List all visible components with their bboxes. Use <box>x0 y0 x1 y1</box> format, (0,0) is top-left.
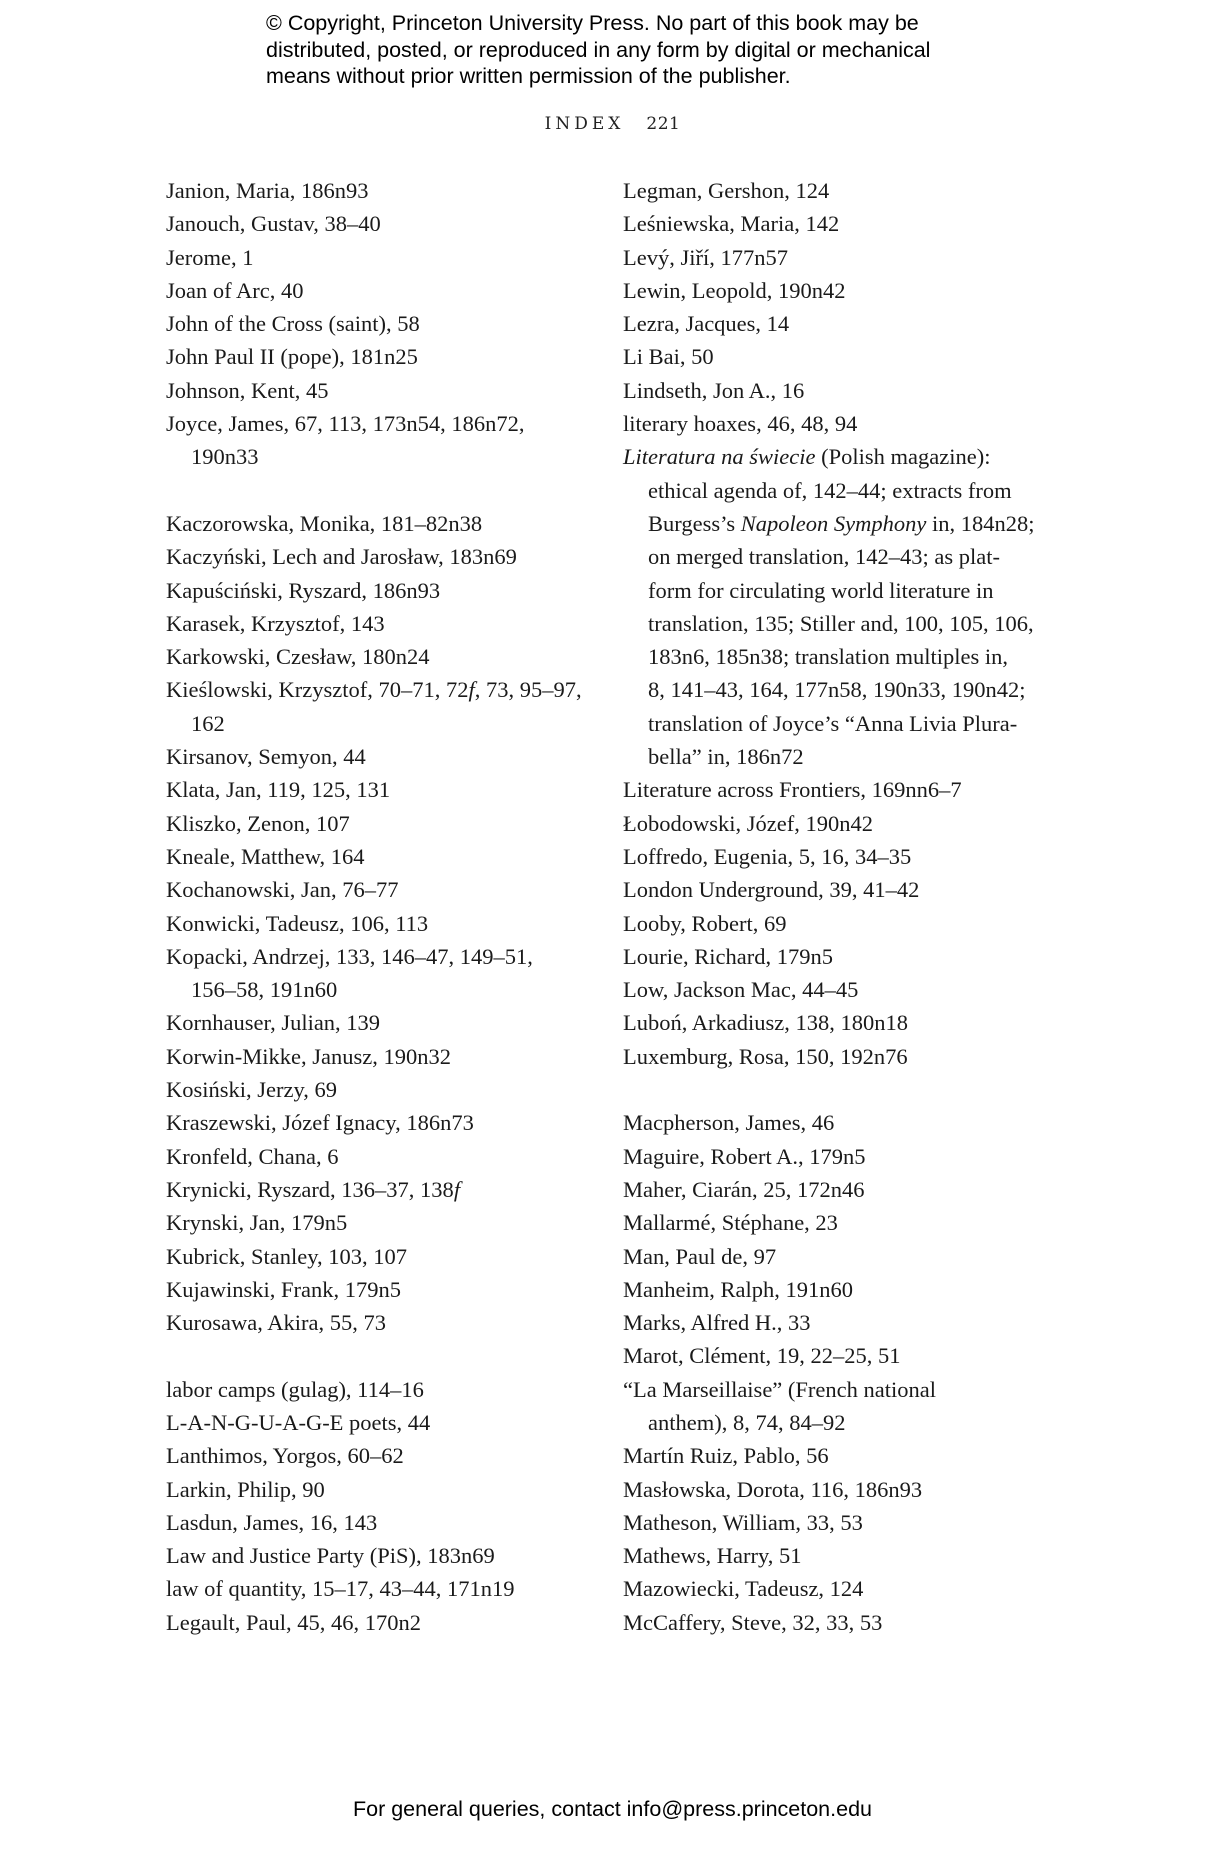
index-entry-line: Karkowski, Czesław, 180n24 <box>166 644 430 670</box>
index-entry-line: Lasdun, James, 16, 143 <box>166 1509 378 1535</box>
index-entry-line: law of quantity, 15–17, 43–44, 171n19 <box>166 1576 515 1602</box>
index-entry <box>166 1572 596 1605</box>
index-entry <box>623 374 1053 407</box>
index-entry-line: Manheim, Ralph, 191n60 <box>623 1276 853 1302</box>
index-entry <box>166 1006 596 1039</box>
index-entry-line: Lewin, Leopold, 190n42 <box>623 277 846 303</box>
index-entry <box>623 207 1053 240</box>
index-entry-line: Luxemburg, Rosa, 150, 192n76 <box>623 1043 908 1069</box>
index-entry <box>623 773 1053 806</box>
index-entry <box>623 340 1053 373</box>
index-entry <box>623 973 1053 1006</box>
index-entry <box>623 1606 1053 1639</box>
index-entry <box>623 1040 1053 1073</box>
index-entry-line: Kornhauser, Julian, 139 <box>166 1010 381 1036</box>
index-entry-line: Maher, Ciarán, 25, 172n46 <box>623 1176 865 1202</box>
index-entry <box>623 1339 1053 1372</box>
index-entry <box>623 1306 1053 1339</box>
index-entry <box>166 607 596 640</box>
index-entry-line: Joan of Arc, 40 <box>166 277 304 303</box>
index-entry-line: Kujawinski, Frank, 179n5 <box>166 1276 401 1302</box>
index-entry <box>166 773 596 806</box>
index-entry-line: Jerome, 1 <box>166 244 254 270</box>
index-entry-line: Kraszewski, Józef Ignacy, 186n73 <box>166 1110 474 1136</box>
index-entry <box>623 1439 1053 1472</box>
index-entry <box>166 374 596 407</box>
letter-group-gap <box>166 474 596 507</box>
index-entry-line: Maguire, Robert A., 179n5 <box>623 1143 866 1169</box>
index-entry <box>623 1473 1053 1506</box>
index-entry <box>166 207 596 240</box>
index-entry <box>166 1606 596 1639</box>
index-entry-line: Literature across Frontiers, 169nn6–7 <box>623 777 962 803</box>
index-entry-line: Kliszko, Zenon, 107 <box>166 810 350 836</box>
index-entry-continuation: 8, 141–43, 164, 177n58, 190n33, 190n42; <box>648 677 1026 703</box>
index-entry-line: Lezra, Jacques, 14 <box>623 311 790 337</box>
index-entry <box>166 1173 596 1206</box>
index-entry-line: Joyce, James, 67, 113, 173n54, 186n72, <box>166 411 525 437</box>
index-entry-line: Janion, Maria, 186n93 <box>166 178 369 203</box>
index-entry-line: Kneale, Matthew, 164 <box>166 843 365 869</box>
index-entry-line: Marot, Clément, 19, 22–25, 51 <box>623 1343 901 1369</box>
index-entry <box>166 340 596 373</box>
index-entry <box>166 1073 596 1106</box>
index-entry-line: Matheson, William, 33, 53 <box>623 1509 863 1535</box>
index-entry-line: Karasek, Krzysztof, 143 <box>166 610 385 636</box>
index-entry <box>166 640 596 673</box>
index-entry <box>623 307 1053 340</box>
index-entry-line: Legman, Gershon, 124 <box>623 178 830 203</box>
index-entry <box>166 673 596 740</box>
index-entry <box>166 740 596 773</box>
index-entry <box>623 907 1053 940</box>
index-column-left <box>166 174 596 1639</box>
index-column-right <box>623 174 1053 1639</box>
index-entry <box>623 274 1053 307</box>
index-entry-continuation: ethical agenda of, 142–44; extracts from <box>648 477 1012 503</box>
index-entry <box>623 1273 1053 1306</box>
index-entry <box>623 1173 1053 1206</box>
index-entry-line: literary hoaxes, 46, 48, 94 <box>623 411 858 437</box>
index-entry-line: John Paul II (pope), 181n25 <box>166 344 418 370</box>
index-entry-line: Kopacki, Andrzej, 133, 146–47, 149–51, <box>166 943 533 969</box>
letter-group-gap <box>166 1339 596 1372</box>
index-entry <box>623 407 1053 440</box>
index-entry <box>166 1539 596 1572</box>
index-entry-line: “La Marseillaise” (French national <box>623 1376 936 1402</box>
index-entry-line: Kirsanov, Semyon, 44 <box>166 744 366 770</box>
running-head <box>0 114 1225 134</box>
index-entry <box>623 840 1053 873</box>
index-entry <box>623 1106 1053 1139</box>
index-entry-line: Krynski, Jan, 179n5 <box>166 1210 348 1236</box>
index-entry-continuation: on merged translation, 142–43; as plat- <box>648 544 1001 570</box>
index-entry <box>166 1439 596 1472</box>
index-entry-line: Kaczyński, Lech and Jarosław, 183n69 <box>166 544 517 570</box>
index-entry-continuation: form for circulating world literature in <box>648 577 994 603</box>
index-entry-line: Marks, Alfred H., 33 <box>623 1310 811 1336</box>
index-entry <box>166 1273 596 1306</box>
index-entry <box>166 241 596 274</box>
index-entry-line: John of the Cross (saint), 58 <box>166 311 420 337</box>
index-entry-line: Literatura na świecie (Polish magazine): <box>623 444 991 470</box>
index-entry-line: Mallarmé, Stéphane, 23 <box>623 1210 838 1236</box>
index-entry-continuation: translation, 135; Stiller and, 100, 105, 106, <box>648 610 1034 636</box>
index-entry <box>623 1006 1053 1039</box>
copyright-notice: © Copyright, Princeton University Press. No part of this book may be distributed, posted, or reproduced in any form by digital or mechanical means without prior written permission of the publisher. <box>266 11 931 88</box>
index-entry <box>166 907 596 940</box>
index-entry <box>166 1040 596 1073</box>
index-entry <box>166 1106 596 1139</box>
index-entry-line: Masłowska, Dorota, 116, 186n93 <box>623 1476 923 1502</box>
index-entry-line: Looby, Robert, 69 <box>623 910 787 936</box>
index-entry <box>623 174 1053 207</box>
index-entry <box>166 1240 596 1273</box>
index-entry-line: Levý, Jiří, 177n57 <box>623 244 788 270</box>
index-entry <box>623 1140 1053 1173</box>
index-entry-line: Kieślowski, Krzysztof, 70–71, 72f, 73, 95–97, <box>166 677 582 703</box>
index-entry-line: London Underground, 39, 41–42 <box>623 877 920 903</box>
index-entry <box>166 940 596 1007</box>
index-entry <box>623 1506 1053 1539</box>
index-entry <box>166 1306 596 1339</box>
index-entry-line: Low, Jackson Mac, 44–45 <box>623 977 859 1003</box>
index-entry <box>166 307 596 340</box>
footer-contact: For general queries, contact info@press.princeton.edu <box>352 1797 872 1821</box>
index-entry <box>623 1240 1053 1273</box>
index-entry-line: Kosiński, Jerzy, 69 <box>166 1077 338 1103</box>
index-entry <box>166 1473 596 1506</box>
index-entry <box>166 407 596 474</box>
index-entry-continuation: 183n6, 185n38; translation multiples in, <box>648 644 1008 670</box>
index-entry-continuation: anthem), 8, 74, 84–92 <box>648 1409 846 1435</box>
index-entry <box>623 1539 1053 1572</box>
index-entry-line: Larkin, Philip, 90 <box>166 1476 325 1502</box>
index-entry <box>166 574 596 607</box>
letter-group-gap <box>623 1073 1053 1106</box>
index-entry <box>166 1506 596 1539</box>
index-entry-line: McCaffery, Steve, 32, 33, 53 <box>623 1609 883 1635</box>
index-entry <box>166 1206 596 1239</box>
index-entry-line: Li Bai, 50 <box>623 344 714 370</box>
index-entry-line: Loffredo, Eugenia, 5, 16, 34–35 <box>623 843 912 869</box>
index-entry-line: Mazowiecki, Tadeusz, 124 <box>623 1576 864 1602</box>
index-entry-continuation: 156–58, 191n60 <box>191 977 338 1003</box>
index-entry-line: Macpherson, James, 46 <box>623 1110 835 1136</box>
index-entry-continuation: 162 <box>191 710 225 736</box>
index-entry <box>166 873 596 906</box>
index-entry <box>166 507 596 540</box>
index-entry-line: Lindseth, Jon A., 16 <box>623 377 805 403</box>
index-entry-line: Łobodowski, Józef, 190n42 <box>623 810 873 836</box>
index-entry-line: Janouch, Gustav, 38–40 <box>166 211 381 237</box>
index-entry-line: Konwicki, Tadeusz, 106, 113 <box>166 910 429 936</box>
index-entry-line: Leśniewska, Maria, 142 <box>623 211 840 237</box>
running-head-label: INDEX <box>544 114 625 134</box>
index-entry <box>166 540 596 573</box>
index-entry-line: labor camps (gulag), 114–16 <box>166 1376 424 1402</box>
index-entry <box>166 174 596 207</box>
index-entry-line: Kochanowski, Jan, 76–77 <box>166 877 399 903</box>
index-entry <box>623 440 1053 773</box>
index-entry-continuation: translation of Joyce’s “Anna Livia Plura- <box>648 710 1018 736</box>
index-entry-line: Kronfeld, Chana, 6 <box>166 1143 339 1169</box>
index-entry-line: Kaczorowska, Monika, 181–82n38 <box>166 510 483 536</box>
index-entry-continuation: bella” in, 186n72 <box>648 744 804 770</box>
index-entry <box>166 807 596 840</box>
index-entry <box>623 1206 1053 1239</box>
index-entry-line: Krynicki, Ryszard, 136–37, 138f <box>166 1176 461 1202</box>
index-entry <box>623 1572 1053 1605</box>
index-entry <box>166 840 596 873</box>
index-entry <box>166 1373 596 1406</box>
index-entry-line: Lourie, Richard, 179n5 <box>623 943 833 969</box>
index-entry <box>623 807 1053 840</box>
index-entry-line: Luboń, Arkadiusz, 138, 180n18 <box>623 1010 908 1036</box>
index-entry-line: Kubrick, Stanley, 103, 107 <box>166 1243 408 1269</box>
index-entry <box>166 1406 596 1439</box>
index-entry-line: Martín Ruiz, Pablo, 56 <box>623 1443 829 1469</box>
index-entry <box>166 1140 596 1173</box>
index-entry-line: Kapuściński, Ryszard, 186n93 <box>166 577 441 603</box>
index-entry-line: Mathews, Harry, 51 <box>623 1543 802 1569</box>
index-entry <box>623 940 1053 973</box>
index-entry-line: Lanthimos, Yorgos, 60–62 <box>166 1443 404 1469</box>
index-entry-continuation: 190n33 <box>191 444 259 470</box>
index-entry-continuation: Burgess’s Napoleon Symphony in, 184n28; <box>648 510 1035 536</box>
index-entry <box>623 241 1053 274</box>
index-entry-line: Legault, Paul, 45, 46, 170n2 <box>166 1609 421 1635</box>
index-entry-line: Korwin-Mikke, Janusz, 190n32 <box>166 1043 451 1069</box>
index-entry-line: Man, Paul de, 97 <box>623 1243 777 1269</box>
index-entry-line: L-A-N-G-U-A-G-E poets, 44 <box>166 1409 431 1435</box>
index-entry <box>623 1373 1053 1440</box>
index-entry-line: Johnson, Kent, 45 <box>166 377 329 403</box>
index-entry-line: Kurosawa, Akira, 55, 73 <box>166 1310 386 1336</box>
index-entry-line: Law and Justice Party (PiS), 183n69 <box>166 1543 495 1569</box>
index-entry-line: Klata, Jan, 119, 125, 131 <box>166 777 391 803</box>
index-entry <box>166 274 596 307</box>
page-number: 221 <box>646 114 681 134</box>
index-entry <box>623 873 1053 906</box>
